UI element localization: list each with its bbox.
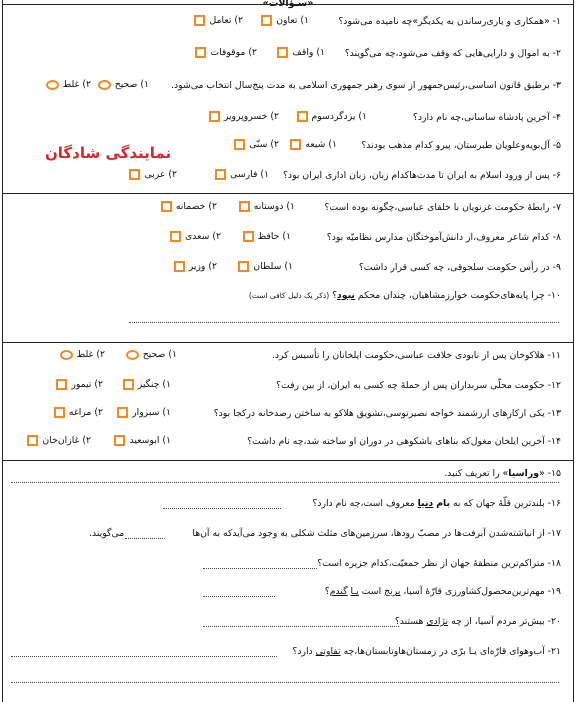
option-2[interactable]: ۲) خصمانه xyxy=(161,201,217,212)
page-title: «سـؤالات» xyxy=(262,0,314,9)
question-6: ۶- پس از ورود اسلام به ایران تا مدت‌هاکدام زبان، زبان اداری ایران بود؟ ۱) فارسی ۲) عربی xyxy=(9,166,561,188)
option-2[interactable]: ۲) غلط xyxy=(60,349,105,360)
checkbox[interactable] xyxy=(243,231,254,242)
checkbox[interactable] xyxy=(161,201,172,212)
option-1[interactable]: ۱) فارسی xyxy=(215,169,269,180)
question-7: ۷- رابطهٔ حکومت غزنویان با خلفای عباسی،چگونه بوده است؟ ۱) دوستانه ۲) خصمانه xyxy=(9,198,561,220)
checkbox[interactable] xyxy=(129,169,140,180)
question-8: ۸- کدام شاعر معروف،از دانش‌آموختگان مدارس نظامیّه بود؟ ۱) حافظ ۲) سعدی xyxy=(9,228,561,250)
radio[interactable] xyxy=(60,350,73,360)
option-1[interactable]: ۱) سلطان xyxy=(238,261,293,272)
option-2[interactable]: ۲) خسروپرویز xyxy=(209,111,279,122)
option-2[interactable]: ۲) غازان‌خان xyxy=(27,435,91,446)
question-1: ۱- «همکاری و یاری‌رساندن به یکدیگر»چه نامیده می‌شود؟ ۱) تعاون ۲) تعامل xyxy=(9,12,561,34)
checkbox[interactable] xyxy=(195,47,206,58)
option-2[interactable]: ۲) تیمور xyxy=(56,379,103,390)
question-5: ۵- آل‌بویه‌وعلویان طبرستان، پیرو کدام مذهب بودند؟ ۱) شیعه ۲) سنّی xyxy=(9,136,561,158)
section-divider xyxy=(3,193,573,194)
option-2[interactable]: ۲) موقوفات xyxy=(195,47,257,58)
option-1[interactable]: ۱) حافظ xyxy=(243,231,291,242)
option-1[interactable]: ۱) تعاون xyxy=(261,15,309,26)
question-13: ۱۳- یکی ازکارهای ارزشمند خواجه نصیرتوسی،تشویق هلاکو به ساختن رصدخانه درکجا بود؟ ۱) سبزوار ۲) مراغه xyxy=(9,404,561,426)
section-divider xyxy=(3,342,573,343)
option-1[interactable]: ۱) یزدگردسوم xyxy=(297,111,367,122)
question-21: ۲۱- آب‌وهوای قارّه‌ای یـا برّی در زمستان‌هاوتابستان‌ها،چه تفاوتی دارد؟ xyxy=(292,646,561,657)
answer-line[interactable] xyxy=(203,596,275,597)
checkbox[interactable] xyxy=(277,47,288,58)
checkbox[interactable] xyxy=(123,379,134,390)
answer-line[interactable] xyxy=(203,568,317,569)
question-10: ۱۰- چرا پایه‌های‌حکومت خوارزمشاهیان، چندان محکم نبود؟ (ذکر یک دلیل کافی است) xyxy=(248,290,561,301)
checkbox[interactable] xyxy=(215,169,226,180)
checkbox[interactable] xyxy=(297,111,308,122)
checkbox[interactable] xyxy=(194,15,205,26)
radio[interactable] xyxy=(46,80,59,90)
answer-line[interactable] xyxy=(203,626,399,627)
answer-line[interactable] xyxy=(11,656,277,657)
option-2[interactable]: ۲) عربی xyxy=(129,169,177,180)
question-20: ۲۰- بیش‌تر مردم آسیا، از چه نژادی هستند؟ xyxy=(394,616,561,627)
section-divider xyxy=(3,460,573,461)
option-2[interactable]: ۲) غلط xyxy=(46,79,91,90)
checkbox[interactable] xyxy=(234,139,245,150)
checkbox[interactable] xyxy=(114,435,125,446)
answer-line[interactable] xyxy=(129,322,559,323)
question-15: ۱۵- «وراسیا» را تعریف کنید. xyxy=(444,468,561,479)
question-12: ۱۲- حکومت محلّی سربداران پس از حملهٔ چه کسی به ایران، از بین رفت؟ ۱) چنگیز ۲) تیمور xyxy=(9,376,561,398)
answer-line[interactable] xyxy=(125,538,165,539)
answer-line[interactable] xyxy=(11,482,559,483)
checkbox[interactable] xyxy=(174,261,185,272)
question-3: ۳- برطبق قانون اساسی،رئیس‌جمهور از سوی رهبر جمهوری اسلامی به مدت پنج‌سال انتخاب می‌شود. ۱) صحیح ۲) غلط xyxy=(9,76,561,98)
checkbox[interactable] xyxy=(238,261,249,272)
answer-line[interactable] xyxy=(11,682,559,683)
option-1[interactable]: ۱) سبزوار xyxy=(117,407,171,418)
question-17: ۱۷- از انباشته‌شدن آبرفت‌ها در مصبّ رودها، سرزمین‌های مثلث شکلی به وجود می‌آیدکه به آن‌ها می‌گویند. xyxy=(89,528,561,539)
checkbox[interactable] xyxy=(170,231,181,242)
checkbox[interactable] xyxy=(290,139,301,150)
option-2[interactable]: ۲) وزیر xyxy=(174,261,217,272)
option-1[interactable]: ۱) صحیح xyxy=(98,79,149,90)
option-1[interactable]: ۱) ابوسعید xyxy=(114,435,171,446)
option-2[interactable]: ۲) تعامل xyxy=(194,15,243,26)
checkbox[interactable] xyxy=(261,15,272,26)
checkbox[interactable] xyxy=(209,111,220,122)
option-1[interactable]: ۱) شیعه xyxy=(290,139,337,150)
option-1[interactable]: ۱) چنگیز xyxy=(123,379,171,390)
option-1[interactable]: ۱) واقف xyxy=(277,47,325,58)
checkbox[interactable] xyxy=(54,407,65,418)
exam-page xyxy=(2,0,574,702)
question-4: ۴- آخرین پادشاه ساسانی،چه نام دارد؟ ۱) یزدگردسوم ۲) خسروپرویز xyxy=(9,108,561,130)
option-2[interactable]: ۲) سنّی xyxy=(234,139,279,150)
question-2: ۲- به اموال و دارایی‌هایی که وقف می‌شود،چه می‌گویند؟ ۱) واقف ۲) موقوفات xyxy=(9,44,561,66)
answer-line[interactable] xyxy=(163,508,281,509)
question-14: ۱۴- آخرین ایلخان مغول‌که بناهای باشکوهی در دوران او ساخته شد،چه نام داشت؟ ۱) ابوسعید ۲) غازان‌خان xyxy=(9,432,561,454)
checkbox[interactable] xyxy=(117,407,128,418)
checkbox[interactable] xyxy=(239,201,250,212)
question-19: ۱۹- مهم‌ترین‌محصول‌کشاورزی قارّهٔ آسیا، برنج است یـا گندم؟ xyxy=(324,586,561,597)
question-9: ۹- در رأس حکومت سلجوقی، چه کسی قرار داشت؟ ۱) سلطان ۲) وزیر xyxy=(9,258,561,280)
question-18: ۱۸- متراکم‌ترین منطقهٔ جهان از نظر جمعیّت،کدام جزیره است؟ xyxy=(317,558,561,569)
option-1[interactable]: ۱) دوستانه xyxy=(239,201,295,212)
radio[interactable] xyxy=(98,80,111,90)
question-11: ۱۱- هلاکوخان پس از نابودی خلافت عباسی،حکومت ایلخانان را تأسیس کرد. ۱) صحیح ۲) غلط xyxy=(9,346,561,368)
option-2[interactable]: ۲) مراغه xyxy=(54,407,103,418)
option-1[interactable]: ۱) صحیح xyxy=(126,349,177,360)
radio[interactable] xyxy=(126,350,139,360)
checkbox[interactable] xyxy=(27,435,38,446)
question-16: ۱۶- بلندترین قلّهٔ جهان که به بام دنیا معروف است،چه نام دارد؟ xyxy=(312,498,561,509)
option-2[interactable]: ۲) سعدی xyxy=(170,231,221,242)
checkbox[interactable] xyxy=(56,379,67,390)
watermark: نمایندگی شادگان xyxy=(45,144,172,162)
section-divider xyxy=(3,4,573,5)
